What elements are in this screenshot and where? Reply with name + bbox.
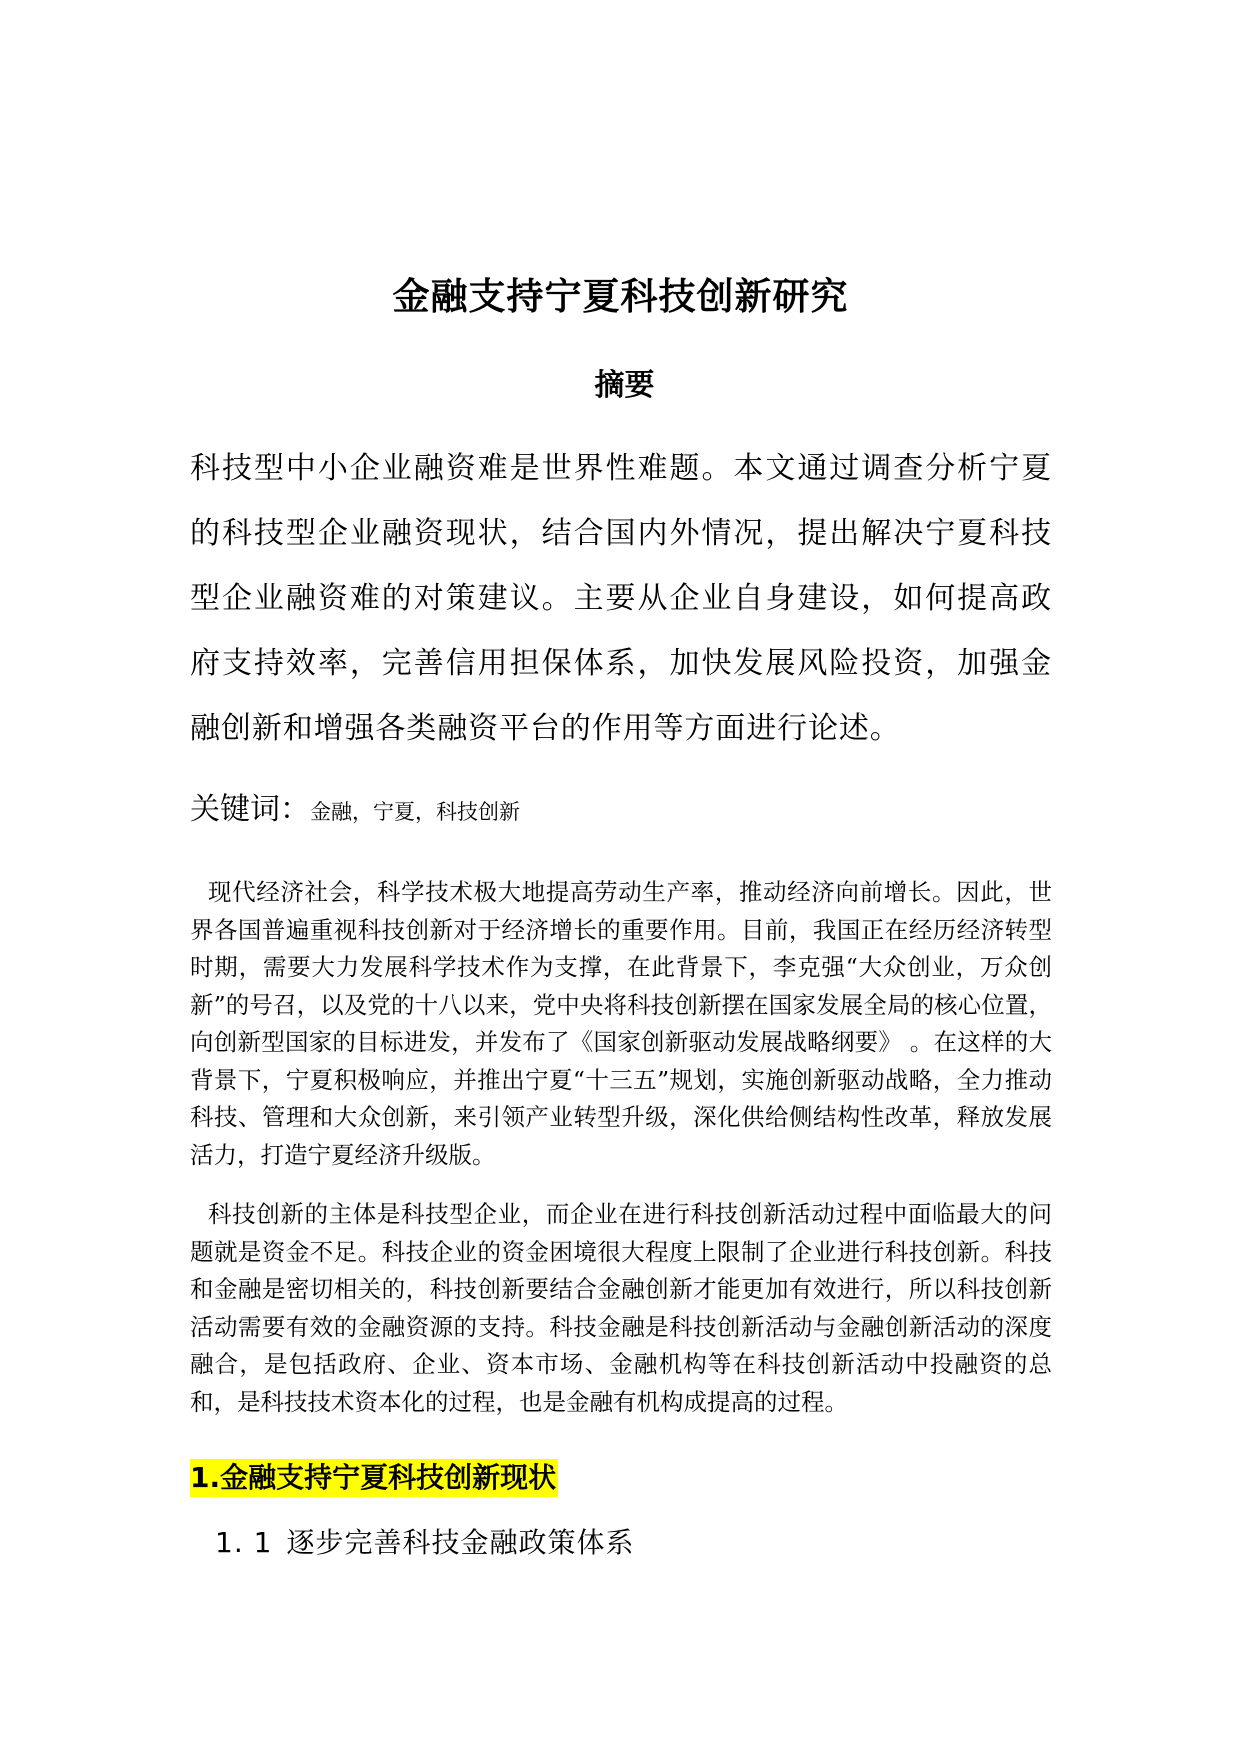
keywords-line xyxy=(190,790,1052,834)
subsection-title: 逐步完善科技金融政策体系 xyxy=(286,1526,635,1559)
abstract-body: 科技型中小企业融资难是世界性难题。本文通过调查分析宁夏的科技型企业融资现状，结合国内外情况，提出解决宁夏科技型企业融资难的对策建议。主要从企业自身建设，如何提高政府支持效率，完善信用担保体系，加快发展风险投资，加强金融创新和增强各类融资平台的作用等方面进行论述。 xyxy=(190,451,1052,746)
subsection-1-1-heading xyxy=(215,1523,634,1563)
section-1-heading: 1.金融支持宁夏科技创新现状 xyxy=(190,1459,558,1497)
subsection-number: 1. 1 xyxy=(215,1526,273,1559)
body-paragraph-1: 现代经济社会，科学技术极大地提高劳动生产率，推动经济向前增长。因此，世界各国普遍重视科技创新对于经济增长的重要作用。目前，我国正在经历经济转型时期，需要大力发展科学技术作为支撑，在此背景下，李克强“大众创业，万众创新”的号召，以及党的十八以来，党中央将科技创新摆在国家发展全局的核心位置，向创新型国家的目标进发，并发布了《国家创新驱动发展战略纲要》 。在这样的大背景下，宁夏积极响应，并推出宁夏“十三五”规划，实施创新驱动战略，全力推动科技、管理和大众创新，来引领产业转型升级，深化供给侧结构性改革，释放发展活力，打造宁夏经济升级版。 xyxy=(190,878,1052,1169)
abstract-heading: 摘要 xyxy=(594,368,655,403)
paper-title: 金融支持宁夏科技创新研究 xyxy=(392,275,849,318)
body-paragraph-2: 科技创新的主体是科技型企业，而企业在进行科技创新活动过程中面临最大的问题就是资金不足。科技企业的资金困境很大程度上限制了企业进行科技创新。科技和金融是密切相关的，科技创新要结合金融创新才能更加有效进行，所以科技创新活动需要有效的金融资源的支持。科技金融是科技创新活动与金融创新活动的深度融合，是包括政府、企业、资本市场、金融机构等在科技创新活动中投融资的总和，是科技技术资本化的过程，也是金融有机构成提高的过程。 xyxy=(190,1200,1052,1416)
keywords-label: 关键词： xyxy=(190,792,310,827)
keywords-value: 金融，宁夏，科技创新 xyxy=(310,800,520,824)
